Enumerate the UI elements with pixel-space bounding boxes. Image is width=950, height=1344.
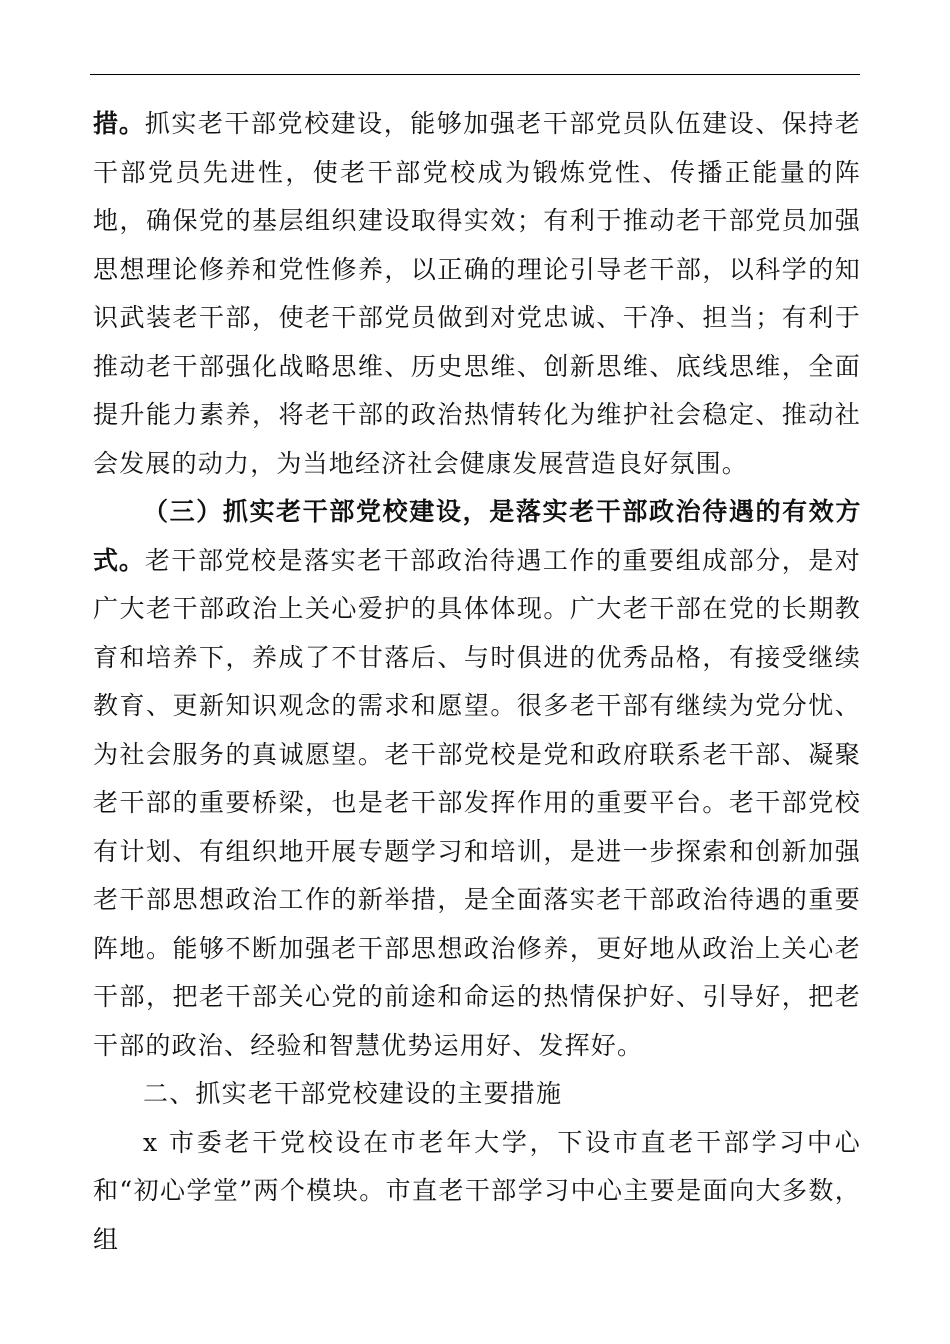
- paragraph-text: 抓实老干部党校建设，能够加强老干部党员队伍建设、保持老干部党员先进性，使老干部党校成为锻炼党性、传播正能量的阵地，确保党的基层组织建设取得实效；有利于推动老干部党员加强思想理论修养和党性修养，以正确的理论引导老干部，以科学的知识武装老干部，使老干部党员做到对党忠诚、干净、担当；有利于推动老干部强化战略思维、历史思维、创新思维、底线思维，全面提升能力素养，将老干部的政治热情转化为维护社会稳定、推动社会发展的动力，为当地经济社会健康发展营造良好氛围。: [93, 109, 861, 478]
- paragraph-measures: [93, 1119, 861, 1265]
- paragraph-text: 老干部党校是落实老干部政治待遇工作的重要组成部分，是对广大老干部政治上关心爱护的具体体现。广大老干部在党的长期教育和培养下，养成了不甘落后、与时俱进的优秀品格，有接受继续教育、更新知识观念的需求和愿望。很多老干部有继续为党分忧、为社会服务的真诚愿望。老干部党校是党和政府联系老干部、凝聚老干部的重要桥梁，也是老干部发挥作用的重要平台。老干部党校有计划、有组织地开展专题学习和培训，是进一步探索和创新加强老干部思想政治工作的新举措，是全面落实老干部政治待遇的重要阵地。能够不断加强老干部思想政治修养，更好地从政治上关心老干部，把老干部关心党的前途和命运的热情保护好、引导好，把老干部的政治、经验和智慧优势运用好、发挥好。: [93, 545, 861, 1060]
- paragraph-text: x 市委老干党校设在市老年大学，下设市直老干部学习中心和“初心学堂”两个模块。市直老干部学习中心主要是面向大多数，组: [93, 1127, 861, 1254]
- paragraph-continuation: [93, 100, 861, 488]
- document-body: [93, 100, 861, 1264]
- paragraph-lead-bold: 措。: [93, 109, 145, 138]
- section-heading: 二、抓实老干部党校建设的主要措施: [143, 1079, 563, 1108]
- paragraph-section-three: [93, 488, 861, 1070]
- header-rule: [90, 74, 860, 75]
- subsection-heading: （三）抓实老干部党校建设，是落实老干部政治待遇的有效方式。: [93, 497, 861, 575]
